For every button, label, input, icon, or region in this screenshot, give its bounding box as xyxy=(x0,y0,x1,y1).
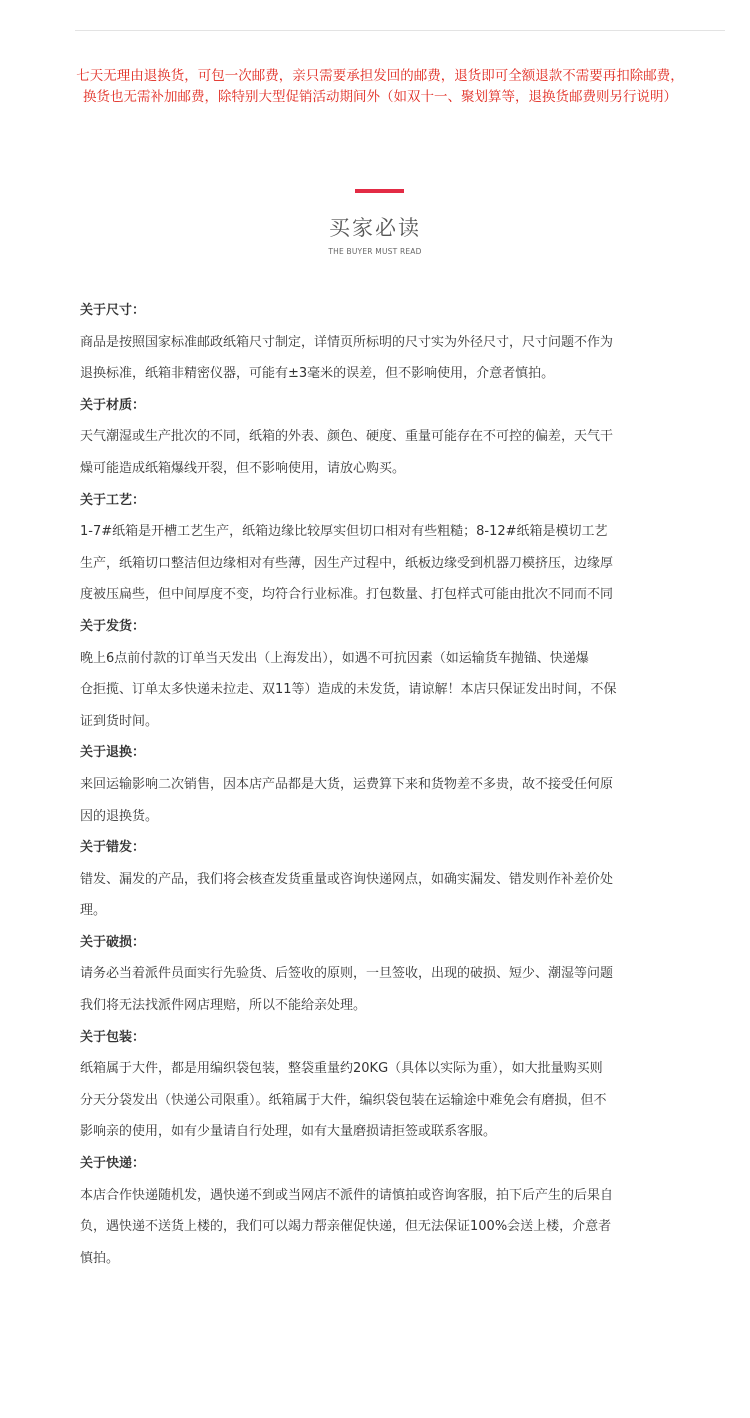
section-text-line: 因的退换货。 xyxy=(80,808,159,824)
section-title: 关于破损： xyxy=(80,934,146,950)
top-divider xyxy=(75,30,725,31)
section xyxy=(80,485,680,611)
return-policy-notice xyxy=(40,66,720,108)
section-text-line: 度被压扁些，但中间厚度不变，均符合行业标准。打包数量、打包样式可能由批次不同而不同 xyxy=(80,587,614,603)
section-title: 关于发货： xyxy=(80,618,146,634)
section-text-line: 退换标准，纸箱非精密仪器，可能有±3毫米的误差，但不影响使用，介意者慎拍。 xyxy=(80,366,555,382)
section xyxy=(80,611,680,737)
section-text-line: 纸箱属于大件，都是用编织袋包装，整袋重量约20KG（具体以实际为重），如大批量购买则 xyxy=(80,1061,603,1077)
section-text-line: 晚上6点前付款的订单当天发出（上海发出），如遇不可抗因素（如运输货车抛锚、快递爆 xyxy=(80,650,589,666)
section-text-line: 请务必当着派件员面实行先验货、后签收的原则，一旦签收，出现的破损、短少、潮湿等问题 xyxy=(80,966,614,982)
section-text-line: 1-7#纸箱是开槽工艺生产，纸箱边缘比较厚实但切口相对有些粗糙；8-12#纸箱是模切工艺 xyxy=(80,524,608,540)
section-text-line: 错发、漏发的产品，我们将会核查发货重量或咨询快递网点，如确实漏发、错发则作补差价处 xyxy=(80,871,614,887)
section-text-line: 分天分袋发出（快递公司限重）。纸箱属于大件，编织袋包装在运输途中难免会有磨损，但不 xyxy=(80,1092,607,1108)
section-text-line: 影响亲的使用，如有少量请自行处理，如有大量磨损请拒签或联系客服。 xyxy=(80,1124,497,1140)
section xyxy=(80,390,680,485)
section xyxy=(80,832,680,927)
section-title: 关于材质： xyxy=(80,397,146,413)
buyer-notes xyxy=(80,295,680,1274)
section xyxy=(80,737,680,832)
section-title: 关于快递： xyxy=(80,1156,146,1172)
section-text-line: 理。 xyxy=(80,903,107,919)
section-text-line: 慎拍。 xyxy=(80,1250,120,1266)
section-text-line: 燥可能造成纸箱爆线开裂，但不影响使用，请放心购买。 xyxy=(80,460,406,476)
section-text-line: 仓拒揽、订单太多快递未拉走、双11等）造成的未发货，请谅解！本店只保证发出时间，不保 xyxy=(80,682,617,698)
section-heading: 买家必读 xyxy=(329,216,421,240)
section-title: 关于包装： xyxy=(80,1029,146,1045)
section xyxy=(80,1148,680,1274)
section-title: 关于工艺： xyxy=(80,492,146,508)
section-text-line: 证到货时间。 xyxy=(80,713,159,729)
section xyxy=(80,927,680,1022)
section-text-line: 来回运输影响二次销售，因本店产品都是大货，运费算下来和货物差不多贵，故不接受任何原 xyxy=(80,776,614,792)
section-title: 关于退换： xyxy=(80,745,146,761)
section-text-line: 生产，纸箱切口整洁但边缘相对有些薄，因生产过程中，纸板边缘受到机器刀模挤压，边缘厚 xyxy=(80,555,614,571)
heading-accent-bar xyxy=(355,189,404,193)
section-text-line: 我们将无法找派件网店理赔，所以不能给亲处理。 xyxy=(80,998,367,1014)
section-heading-english: THE BUYER MUST READ xyxy=(328,247,422,256)
section xyxy=(80,1022,680,1148)
section-title: 关于尺寸： xyxy=(80,303,146,318)
section-text-line: 本店合作快递随机发，遇快递不到或当网店不派件的请慎拍或咨询客服，拍下后产生的后果自 xyxy=(80,1187,614,1203)
section-text-line: 负，遇快递不送货上楼的，我们可以竭力帮亲催促快递，但无法保证100%会送上楼，介意者 xyxy=(80,1219,612,1235)
section-text-line: 商品是按照国家标准邮政纸箱尺寸制定，详情页所标明的尺寸实为外径尺寸，尺寸问题不作为 xyxy=(80,334,614,350)
section-text-line: 天气潮湿或生产批次的不同，纸箱的外表、颜色、硬度、重量可能存在不可控的偏差，天气干 xyxy=(80,429,614,445)
notice-line-1: 七天无理由退换货，可包一次邮费，亲只需要承担发回的邮费，退货即可全额退款不需要再扣除邮费， xyxy=(76,68,684,84)
section-title: 关于错发： xyxy=(80,840,146,856)
section xyxy=(80,295,680,390)
notice-line-2: 换货也无需补加邮费，除特别大型促销活动期间外（如双十一、聚划算等，退换货邮费则另行说明） xyxy=(83,89,677,105)
